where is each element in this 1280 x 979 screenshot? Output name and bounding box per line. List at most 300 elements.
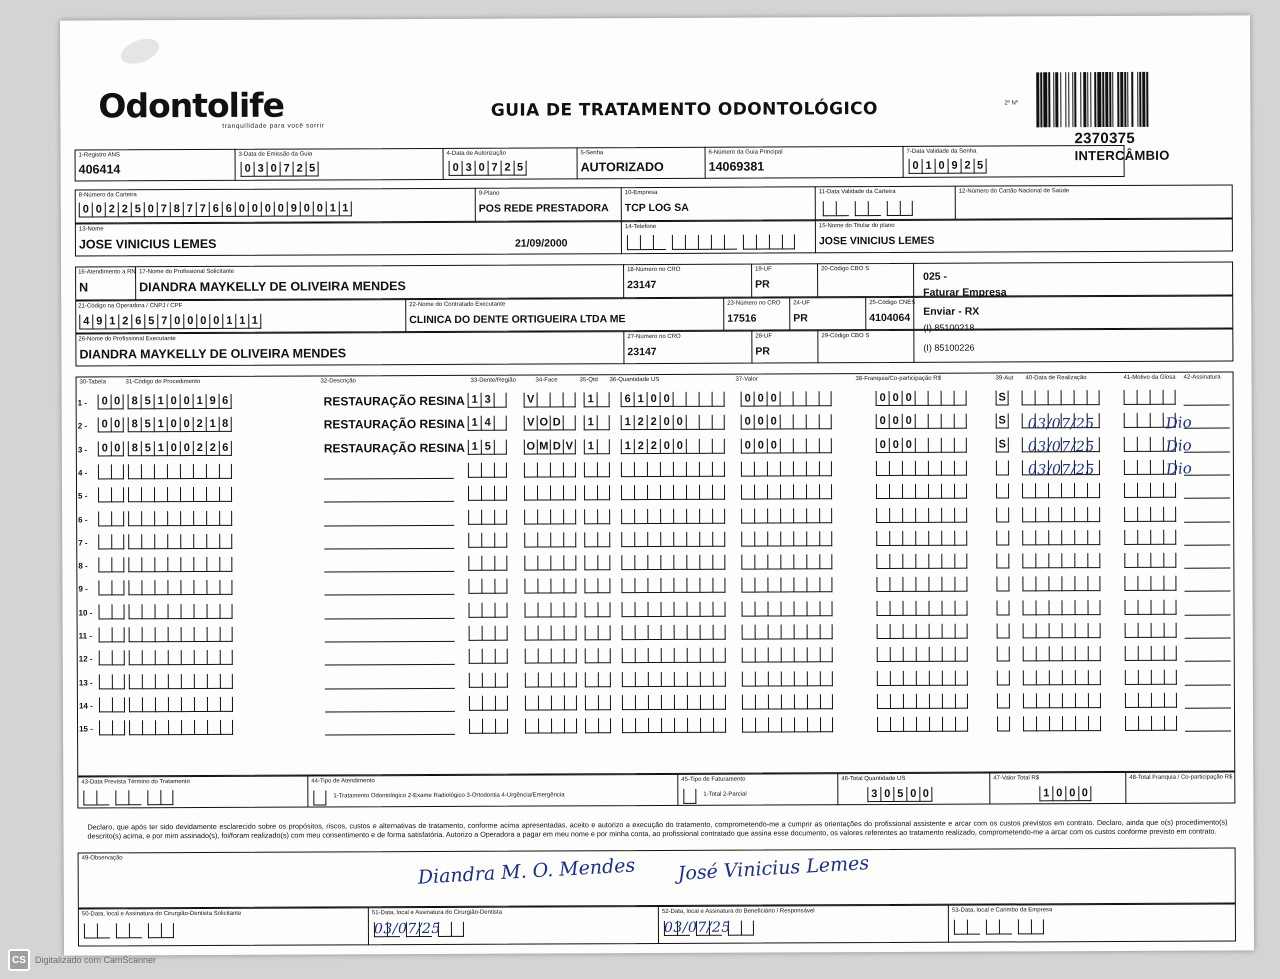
cell-glosa-12[interactable] [1125, 646, 1177, 661]
cell-codigo-6[interactable] [128, 510, 232, 525]
cell-tabela-1[interactable]: 0 0 [98, 394, 124, 409]
cell-data-1[interactable] [1022, 390, 1100, 405]
value-uf-24: PR [793, 312, 808, 325]
cell-valor-4[interactable] [741, 461, 832, 476]
label-data-emissao: 3-Data de Emissão da Guia [238, 151, 313, 158]
label-rn: 16-Atendimento a RN [78, 269, 136, 276]
cell-aut-7[interactable] [996, 530, 1009, 545]
cell-tabela-12[interactable] [99, 651, 125, 666]
label-total-us: 46-Total Quantidade US [841, 775, 906, 783]
label-solicitante: 17-Nome do Profissional Solicitante [139, 268, 235, 276]
cell-qtd-8[interactable] [584, 555, 610, 570]
label-uf-24: 24-UF [793, 300, 810, 307]
cell-qtd-4[interactable] [584, 462, 610, 477]
cell-aut-9[interactable] [996, 577, 1009, 592]
hw-date-row-3: 03/07/25 [1027, 462, 1095, 479]
cell-aut-6[interactable] [996, 507, 1009, 522]
value-contratado: CLINICA DO DENTE ORTIGUEIRA LTDA ME [409, 313, 626, 327]
label-assinatura-beneficiario: 52-Data, local e Assinatura do Beneficiário / Responsável [661, 908, 815, 915]
cell-valor-1[interactable]: 0 0 0 [741, 391, 832, 406]
col-descricao: 32-Descrição [320, 378, 356, 385]
cell-glosa-13[interactable] [1125, 669, 1177, 684]
cell-data-13[interactable] [1023, 670, 1101, 685]
label-uf-28: 28-UF [755, 333, 773, 340]
col-quantidade-us: 36-Quantidade US [609, 376, 660, 384]
cell-face-5[interactable] [524, 486, 576, 501]
cell-assinatura-8[interactable] [1184, 568, 1230, 569]
cell-franquia-9[interactable] [876, 577, 967, 592]
cell-codigo-9[interactable] [128, 580, 232, 595]
page-title: GUIA DE TRATAMENTO ODONTOLÓGICO [490, 99, 878, 121]
cell-qtd-12[interactable] [585, 649, 611, 664]
cell-valor-10[interactable] [742, 601, 833, 616]
cell-dente-8[interactable] [468, 556, 507, 571]
label-validade-senha: 7-Data Validade da Senha [906, 148, 977, 155]
cell-valor-7[interactable] [741, 531, 832, 546]
value-assinatura-solicitante [84, 923, 174, 938]
col-face: 34-Face [535, 377, 558, 384]
cell-assinatura-6[interactable] [1184, 521, 1230, 522]
cell-aut-15[interactable] [997, 717, 1010, 732]
row-number-9: 9 - [78, 584, 88, 594]
cell-codigo-13[interactable] [129, 673, 233, 688]
value-uf-28: PR [755, 345, 771, 358]
label-nome: 13-Nome [78, 226, 104, 233]
cell-quantidade-us-14[interactable] [622, 695, 726, 710]
label-titular: 15-Nome do Titular do plano [818, 222, 895, 230]
cell-face-9[interactable] [524, 579, 576, 594]
cbo-side-note-4: (I) 85100218 [923, 322, 975, 333]
cell-codigo-1[interactable]: 8 5 1 0 0 1 9 6 [128, 394, 232, 409]
label-codigo-operadora: 21-Código na Operadora / CNPJ / CPF [78, 303, 183, 310]
cell-dente-1[interactable]: 1 3 [468, 393, 507, 408]
label-uf-19: 19-UF [755, 266, 772, 273]
cell-dente-12[interactable] [469, 649, 508, 664]
cell-assinatura-7[interactable] [1184, 544, 1230, 545]
row-number-11: 11 - [78, 631, 93, 641]
logo-wordmark: Odontolife [98, 85, 285, 126]
cell-qtd-15[interactable] [585, 718, 611, 733]
value-uf-19: PR [755, 278, 770, 291]
cbo-side-note-5: (I) 85100226 [923, 342, 975, 353]
cell-face-8[interactable] [524, 555, 576, 570]
cell-quantidade-us-6[interactable] [621, 508, 725, 523]
cell-dente-6[interactable] [468, 509, 507, 524]
cell-qtd-6[interactable] [584, 509, 610, 524]
cell-franquia-4[interactable] [876, 461, 967, 476]
cell-glosa-1[interactable] [1124, 390, 1176, 405]
cell-dente-10[interactable] [469, 602, 508, 617]
cell-valor-6[interactable] [741, 508, 832, 523]
cell-dente-5[interactable] [468, 486, 507, 501]
cell-glosa-14[interactable] [1125, 693, 1177, 708]
row-number-12: 12 - [78, 654, 93, 664]
cell-data-6[interactable] [1022, 507, 1100, 522]
observation-box [78, 847, 1236, 908]
value-carimbo-empresa [954, 919, 1044, 934]
cell-aut-2[interactable]: S [996, 414, 1009, 429]
cell-face-2[interactable]: V O D [524, 416, 576, 431]
cell-aut-10[interactable] [997, 600, 1010, 615]
cell-aut-11[interactable] [997, 623, 1010, 638]
legend-tipo-atendimento: 1-Tratamento Odontológico 2-Exame Radiológico 3-Ortodontia 4-Urgência/Emergência [333, 792, 565, 800]
value-valor-total: 1 0 0 0 [1039, 786, 1091, 801]
cell-aut-14[interactable] [997, 693, 1010, 708]
cell-quantidade-us-13[interactable] [622, 671, 726, 686]
label-assinatura-dentista: 51-Data, local e Assinatura do Cirurgião-Dentista [371, 909, 502, 917]
value-solicitante: DIANDRA MAYKELLY DE OLIVEIRA MENDES [139, 279, 406, 295]
cell-data-9[interactable] [1022, 576, 1100, 591]
cell-glosa-15[interactable] [1125, 716, 1177, 731]
label-data-autorizacao: 4-Data de Autorização [446, 150, 506, 157]
label-telefone: 14-Telefone [624, 224, 657, 231]
cell-franquia-10[interactable] [877, 600, 968, 615]
cell-codigo-14[interactable] [129, 697, 233, 712]
col-franquia: 38-Franquia/Co-participação R$ [855, 375, 941, 383]
cell-dente-15[interactable] [469, 719, 508, 734]
label-validade-carteira: 11-Data Validade da Carteira [818, 188, 896, 196]
cell-face-15[interactable] [525, 719, 577, 734]
cbo-side-note-3: Enviar - RX [923, 305, 980, 318]
cell-glosa-10[interactable] [1125, 599, 1177, 614]
cell-aut-1[interactable]: S [996, 390, 1009, 405]
label-guia-principal: 6-Número da Guia Principal [708, 149, 783, 156]
cell-glosa-7[interactable] [1124, 530, 1176, 545]
col-codigo: 31-Código do Procedimento [125, 378, 201, 386]
value-cro-27: 23147 [627, 346, 657, 359]
label-tipo-atendimento: 44-Tipo de Atendimento [311, 778, 375, 785]
cell-valor-5[interactable] [741, 484, 832, 499]
cell-codigo-2[interactable]: 8 5 1 0 0 2 1 8 [128, 417, 232, 432]
label-plano: 9-Plano [478, 190, 500, 197]
row-number-2: 2 - [77, 421, 88, 431]
cell-franquia-2[interactable]: 0 0 0 [876, 414, 967, 429]
label-total-franquia: 48-Total Franquia / Co-participação R$ [1129, 774, 1233, 781]
cell-assinatura-5[interactable] [1184, 498, 1230, 499]
cell-assinatura-14[interactable] [1185, 707, 1231, 708]
value-previsao-termino [83, 790, 173, 805]
signature-beneficiary: José Vinicius Lemes [677, 852, 870, 885]
cell-franquia-5[interactable] [876, 484, 967, 499]
col-aut: 39-Aut [995, 375, 1014, 382]
label-cnes: 25-Código CNES [869, 299, 916, 307]
guide-number: 2370375 [1074, 129, 1136, 148]
cell-valor-15[interactable] [742, 717, 833, 732]
hw-sign-row-3: Dio [1165, 459, 1193, 479]
value-titular: JOSE VINICIUS LEMES [818, 234, 935, 248]
row-number-13: 13 - [78, 678, 93, 688]
cell-face-7[interactable] [524, 532, 576, 547]
cell-tabela-15[interactable] [99, 721, 125, 736]
cell-assinatura-9[interactable] [1184, 591, 1230, 592]
cell-glosa-9[interactable] [1124, 576, 1176, 591]
cell-valor-14[interactable] [742, 694, 833, 709]
cell-tabela-3[interactable]: 0 0 [98, 441, 124, 456]
cell-qtd-1[interactable]: 1 [584, 392, 610, 407]
value-tipo-atendimento [313, 790, 326, 805]
cell-codigo-12[interactable] [129, 650, 233, 665]
camscanner-logo: CS [8, 949, 30, 971]
cell-tabela-14[interactable] [99, 697, 125, 712]
row-number-15: 15 - [79, 724, 93, 734]
cell-face-11[interactable] [525, 625, 577, 640]
barcode [1036, 72, 1226, 128]
cell-quantidade-us-11[interactable] [622, 625, 726, 640]
cell-quantidade-us-5[interactable] [621, 485, 725, 500]
cell-qtd-13[interactable] [585, 672, 611, 687]
cell-franquia-15[interactable] [877, 717, 968, 732]
cell-franquia-6[interactable] [876, 507, 967, 522]
brand-logo [98, 85, 328, 130]
camscanner-text: Digitalizado com CamScanner [35, 955, 157, 965]
cell-codigo-4[interactable] [128, 464, 232, 479]
cell-quantidade-us-8[interactable] [621, 555, 725, 570]
col-motivo-glosa: 41-Motivo da Glosa [1123, 374, 1176, 381]
hw-date-dentist: 03/07/25 [373, 920, 441, 938]
cell-valor-9[interactable] [741, 578, 832, 593]
cell-dente-3[interactable]: 1 5 [468, 439, 507, 454]
label-numero-carteira: 8-Número da Carteira [78, 192, 137, 199]
label-empresa: 10-Empresa [624, 189, 658, 197]
cell-qtd-10[interactable] [585, 602, 611, 617]
hw-sign-row-2: Dio [1165, 436, 1193, 456]
label-cbo-20: 20-Código CBO S [821, 266, 870, 273]
row-number-5: 5 - [78, 491, 88, 501]
label-executante: 26-Nome do Profissional Executante [78, 336, 176, 343]
value-nascimento: 21/09/2000 [514, 237, 568, 250]
value-cro-18: 23147 [627, 279, 657, 292]
cell-valor-2[interactable]: 0 0 0 [741, 415, 832, 430]
cell-qtd-7[interactable] [584, 532, 610, 547]
value-registro-ans: 406414 [78, 162, 121, 177]
cell-data-10[interactable] [1023, 600, 1101, 615]
cell-franquia-7[interactable] [876, 530, 967, 545]
cell-qtd-5[interactable] [584, 485, 610, 500]
cell-dente-9[interactable] [468, 579, 507, 594]
cell-qtd-14[interactable] [585, 695, 611, 710]
cell-face-6[interactable] [524, 509, 576, 524]
cell-dente-7[interactable] [468, 532, 507, 547]
value-plano: POS REDE PRESTADORA [478, 202, 609, 215]
label-cro-23: 23-Número no CRO [727, 300, 781, 307]
value-executante: DIANDRA MAYKELLY DE OLIVEIRA MENDES [79, 346, 347, 362]
cell-franquia-3[interactable]: 0 0 0 [876, 437, 967, 452]
cell-dente-13[interactable] [469, 672, 508, 687]
cell-data-12[interactable] [1023, 646, 1101, 661]
cell-tabela-4[interactable] [98, 464, 124, 479]
declaration-text: Declaro, que após ter sido devidamente esclarecido sobre os propósitos, riscos, custos e alternativas de tratamento, conforme acima apresentadas, aceito e autorizo a execução do tratamento, comprometendo-me a cumprir as orientações do profissional assistente e arcar com os custos previstos em contrato. Declaro, ainda que o(s) procedimento(s) descrito(s) acima, e por mim assinado(s), foi/foram realizado(s) com meu consentimento e de forma satisfatória. Autorizo a Operadora a pagar em meu nome e por minha conta, ao profissional contratado que assina esse documento, os valores referentes ao tratamento realizado, comprometendo-me a arcar com os custos conforme previsto em contrato. [87, 817, 1228, 841]
hw-date-row-2: 03/07/25 [1027, 439, 1095, 456]
cell-tabela-5[interactable] [98, 488, 124, 503]
cell-quantidade-us-10[interactable] [622, 601, 726, 616]
cell-assinatura-11[interactable] [1185, 637, 1231, 638]
cell-franquia-8[interactable] [876, 554, 967, 569]
cell-assinatura-10[interactable] [1185, 614, 1231, 615]
cell-qtd-3[interactable]: 1 [584, 439, 610, 454]
cell-codigo-11[interactable] [129, 627, 233, 642]
value-nome: JOSE VINICIUS LEMES [78, 236, 217, 252]
col-valor: 37-Valor [735, 376, 758, 383]
cell-aut-4[interactable] [996, 460, 1009, 475]
cell-franquia-1[interactable]: 0 0 0 [876, 391, 967, 406]
value-telefone [627, 234, 795, 250]
value-senha: AUTORIZADO [580, 159, 664, 175]
cell-qtd-2[interactable]: 1 [584, 416, 610, 431]
value-cnes: 4104064 [869, 311, 911, 325]
cell-descricao-1: RESTAURAÇÃO RESINA [323, 393, 465, 409]
cell-valor-12[interactable] [742, 648, 833, 663]
label-registro-ans: 1-Registro ANS [78, 152, 120, 159]
cbo-side-note-1: 025 - [923, 270, 948, 283]
cell-assinatura-12[interactable] [1185, 661, 1231, 662]
hw-date-beneficiary: 03/07/25 [663, 919, 731, 936]
cell-quantidade-us-4[interactable] [621, 462, 725, 477]
cell-valor-3[interactable]: 0 0 0 [741, 438, 832, 453]
cell-glosa-5[interactable] [1124, 483, 1176, 498]
cell-tabela-13[interactable] [99, 674, 125, 689]
cell-descricao-2: RESTAURAÇÃO RESINA [323, 417, 465, 432]
label-carimbo-empresa: 53-Data, local e Carimbo da Empresa [951, 907, 1053, 914]
col-assinatura: 42-Assinatura [1183, 374, 1221, 381]
logo-tagline: tranquilidade para você sorrir [222, 122, 325, 130]
cell-glosa-11[interactable] [1125, 623, 1177, 638]
cell-aut-8[interactable] [996, 554, 1009, 569]
value-guia-principal: 14069381 [708, 159, 765, 174]
cell-face-1[interactable]: V [524, 392, 576, 407]
cell-quantidade-us-9[interactable] [621, 578, 725, 593]
cell-dente-11[interactable] [469, 626, 508, 641]
cell-data-7[interactable] [1022, 530, 1100, 545]
label-observacao: 49-Observação [81, 855, 123, 862]
label-cbo-29: 29-Código CBO S [821, 333, 870, 340]
hw-date-row-1: 03/07/25 [1027, 416, 1095, 433]
cell-tabela-10[interactable] [99, 604, 125, 619]
value-data-autorizacao: 0 3 0 7 2 5 [449, 161, 527, 176]
cell-quantidade-us-15[interactable] [622, 718, 726, 733]
value-numero-carteira: 0 0 2 2 5 0 7 8 7 7 6 6 0 0 0 0 9 0 0 1 1 [79, 201, 352, 217]
barcode-label: 2º Nº [1004, 100, 1019, 107]
label-senha: 5-Senha [580, 150, 604, 157]
cell-glosa-8[interactable] [1124, 553, 1176, 568]
cell-glosa-6[interactable] [1124, 506, 1176, 521]
row-number-14: 14 - [78, 701, 93, 711]
cbo-side-note-2: Faturar Empresa [923, 286, 1007, 299]
cell-quantidade-us-3[interactable]: 1 2 2 0 0 [621, 438, 725, 453]
label-assinatura-solicitante: 50-Data, local e Assinatura do Cirurgião-Dentista Solicitante [81, 910, 242, 918]
cell-franquia-11[interactable] [877, 624, 968, 639]
cell-codigo-10[interactable] [129, 604, 233, 619]
cell-data-14[interactable] [1023, 693, 1101, 708]
guide-type: INTERCÂMBIO [1074, 147, 1170, 164]
cell-valor-13[interactable] [742, 671, 833, 686]
value-rn: N [79, 280, 89, 295]
cell-quantidade-us-12[interactable] [622, 648, 726, 663]
cell-franquia-12[interactable] [877, 647, 968, 662]
cell-quantidade-us-1[interactable]: 6 1 0 0 [621, 392, 725, 407]
col-data-realizacao: 40-Data de Realização [1025, 375, 1087, 382]
value-total-us: 3 0 5 0 0 [867, 787, 932, 802]
cell-face-4[interactable] [524, 462, 576, 477]
cell-franquia-14[interactable] [877, 694, 968, 709]
col-dente: 33-Dente/Região [470, 377, 516, 384]
cell-codigo-8[interactable] [128, 557, 232, 572]
row-number-1: 1 - [77, 398, 87, 408]
cell-tabela-6[interactable] [98, 511, 124, 526]
cell-quantidade-us-2[interactable]: 1 2 2 0 0 [621, 415, 725, 430]
cell-valor-11[interactable] [742, 624, 833, 639]
label-cro-18: 18-Número no CRO [627, 266, 681, 274]
cell-assinatura-13[interactable] [1185, 684, 1231, 685]
cell-qtd-9[interactable] [584, 579, 610, 594]
cell-data-11[interactable] [1023, 623, 1101, 638]
cell-assinatura-1[interactable] [1184, 405, 1230, 406]
label-cro-27: 27-Número no CRO [627, 333, 681, 341]
value-tipo-faturamento [683, 789, 696, 804]
value-cro-23: 17516 [727, 312, 757, 325]
cell-dente-14[interactable] [469, 696, 508, 711]
label-tipo-faturamento: 45-Tipo de Faturamento [681, 776, 746, 783]
row-number-3: 3 - [77, 445, 88, 455]
cell-tabela-7[interactable] [98, 534, 124, 549]
row-number-10: 10 - [78, 608, 93, 618]
value-codigo-operadora: 4 9 1 2 6 5 7 0 0 0 0 1 1 1 [79, 314, 261, 330]
cell-dente-2[interactable]: 1 4 [468, 416, 507, 431]
cell-aut-13[interactable] [997, 670, 1010, 685]
cell-tabela-2[interactable]: 0 0 [98, 418, 124, 433]
cell-codigo-3[interactable]: 8 5 1 0 0 2 2 6 [128, 440, 232, 455]
cell-data-8[interactable] [1022, 553, 1100, 568]
col-qtd: 35-Qtd [579, 377, 598, 384]
value-empresa: TCP LOG SA [624, 201, 689, 215]
cell-assinatura-15[interactable] [1185, 731, 1231, 732]
cell-face-12[interactable] [525, 649, 577, 664]
cell-dente-4[interactable] [468, 463, 507, 478]
cell-aut-5[interactable] [996, 484, 1009, 499]
cell-descricao-3: RESTAURAÇÃO RESINA [323, 440, 465, 456]
cell-tabela-9[interactable] [98, 581, 124, 596]
value-validade-senha: 0 1 0 9 2 5 [909, 159, 987, 174]
row-number-7: 7 - [78, 538, 88, 548]
cell-codigo-5[interactable] [128, 487, 232, 502]
cell-codigo-7[interactable] [128, 534, 232, 549]
camscanner-watermark [8, 949, 156, 971]
cell-face-13[interactable] [525, 672, 577, 687]
cell-qtd-11[interactable] [585, 625, 611, 640]
value-data-emissao: 0 3 0 7 2 5 [241, 161, 319, 176]
row-number-6: 6 - [78, 514, 88, 525]
cell-aut-12[interactable] [997, 647, 1010, 662]
cell-aut-3[interactable]: S [996, 437, 1009, 452]
cell-face-14[interactable] [525, 695, 577, 710]
cell-valor-8[interactable] [741, 554, 832, 569]
value-validade-carteira [823, 201, 913, 216]
signature-dentist: Diandra M. O. Mendes [417, 854, 636, 889]
cell-tabela-8[interactable] [98, 557, 124, 572]
cell-face-10[interactable] [525, 602, 577, 617]
row-number-4: 4 - [77, 468, 88, 478]
hw-sign-row-1: Dio [1165, 413, 1193, 433]
row-number-8: 8 - [78, 561, 88, 571]
cell-quantidade-us-7[interactable] [621, 531, 725, 546]
cell-codigo-15[interactable] [129, 720, 233, 735]
cell-tabela-11[interactable] [99, 627, 125, 642]
cell-data-5[interactable] [1022, 483, 1100, 498]
legend-tipo-faturamento: 1-Total 2-Parcial [703, 791, 747, 798]
cell-data-15[interactable] [1023, 716, 1101, 731]
cell-franquia-13[interactable] [877, 670, 968, 685]
cell-face-3[interactable]: O M D V [524, 439, 576, 454]
label-previsao-termino: 43-Data Prevista Término do Tratamento [81, 779, 190, 786]
